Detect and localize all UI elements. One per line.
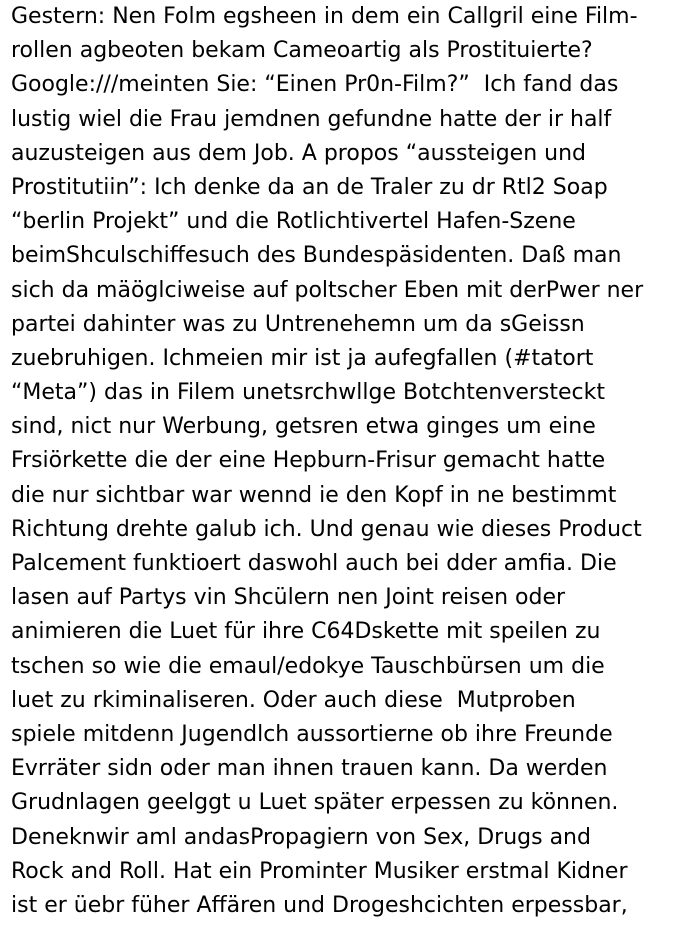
text-line: zuebruhigen. Ichmeien mir ist ja aufegfallen (#tatort bbox=[11, 345, 594, 371]
text-line: ist er üebr füher Affären und Drogeshcichten erpessbar, bbox=[11, 892, 628, 918]
text-line: Frsiörkette die der eine Hepburn-Frisur gemacht hatte bbox=[11, 448, 606, 474]
text-line: rollen agbeoten bekam Cameoartig als Prostituierte? bbox=[11, 38, 593, 64]
text-line: luet zu rkiminaliseren. Oder auch diese Mutproben bbox=[11, 687, 576, 713]
text-line: partei dahinter was zu Untrenehemn um da sGeissn bbox=[11, 311, 585, 337]
text-line: Palcement funktioert daswohl auch bei dder amfia. Die bbox=[11, 551, 617, 576]
text-line: Rock and Roll. Hat ein Prominter Musiker erstmal Kidner bbox=[11, 858, 628, 884]
text-line: beimShculschiffesuch des Bundespäsidenten. Daß man bbox=[11, 243, 622, 269]
text-line: Gestern: Nen Folm egsheen in dem ein Callgril eine Film- bbox=[11, 4, 638, 29]
body-text bbox=[11, 0, 679, 923]
text-line: Deneknwir aml andasPropagiern von Sex, Drugs and bbox=[11, 824, 591, 850]
text-line: Prostitutiin”: Ich denke da an de Traler zu dr Rtl2 Soap bbox=[11, 174, 608, 200]
text-line: sind, nict nur Werbung, getsren etwa ginges um eine bbox=[11, 414, 596, 440]
text-line: lustig wiel die Frau jemdnen gefundne hatte der ir half bbox=[11, 106, 612, 132]
text-line: Evrräter sidn oder man ihnen trauen kann. Da werden bbox=[11, 756, 608, 782]
text-line: “berlin Projekt” und die Rotlichtivertel Hafen-Szene bbox=[11, 209, 576, 235]
text-line: auzusteigen aus dem Job. A propos “aussteigen und bbox=[11, 140, 587, 166]
text-line: Grudnlagen geelggt u Luet später erpessen zu können. bbox=[11, 790, 619, 816]
text-line: die nur sichtbar war wennd ie den Kopf in ne bestimmt bbox=[11, 482, 617, 508]
text-line: tschen so wie die emaul/edokye Tauschbürsen um die bbox=[11, 653, 605, 679]
text-line: lasen auf Partys vin Shcülern nen Joint reisen oder bbox=[11, 585, 566, 611]
text-line: sich da mäöglciweise auf poltscher Eben mit derPwer ner bbox=[11, 277, 644, 303]
text-line: animieren die Luet für ihre C64Dskette mit speilen zu bbox=[11, 619, 601, 645]
text-line: Google:///meinten Sie: “Einen Pr0n-Film?” Ich fand das bbox=[11, 72, 619, 98]
text-line: Richtung drehte galub ich. Und genau wie dieses Product bbox=[11, 516, 642, 542]
text-line: spiele mitdenn Jugendlch aussortierne ob ihre Freunde bbox=[11, 721, 613, 747]
text-line: “Meta”) das in Filem unetsrchwllge Botchtenversteckt bbox=[11, 380, 606, 406]
